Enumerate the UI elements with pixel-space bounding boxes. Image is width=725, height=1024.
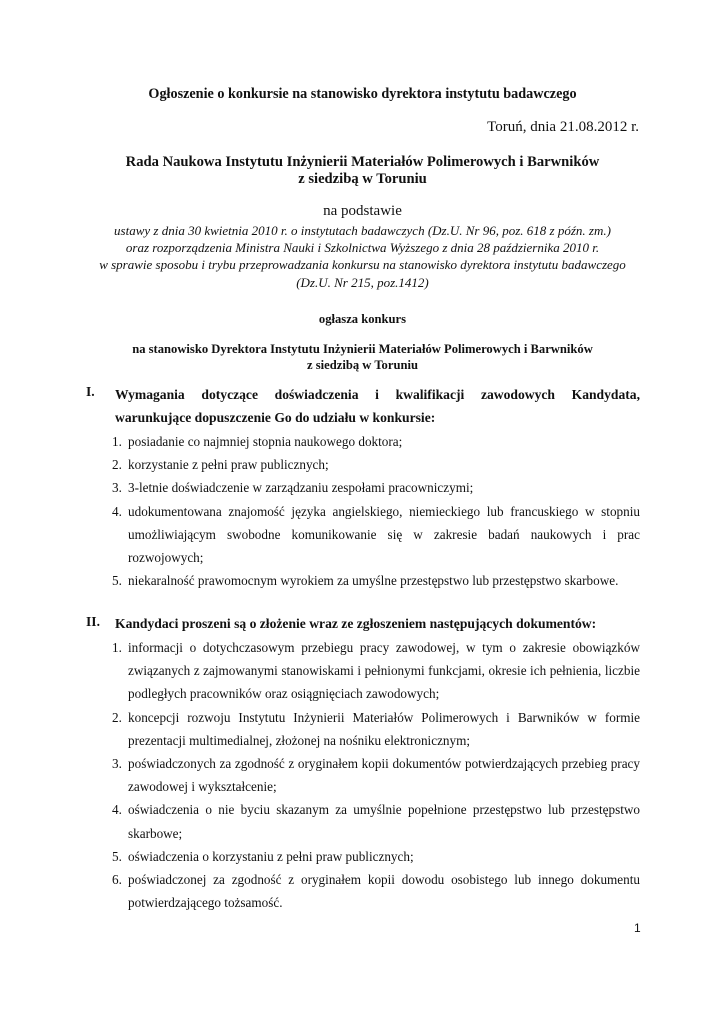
list-item: 1. informacji o dotychczasowym przebiegu pracy zawodowej, w tym o zakresie obowiązków związanych z zajmowanymi stanowiskami i pełnionymi funkcjami, okresie ich pełnienia, liczbie podległych pracowników oraz osiągnięciach zawodowych; [112, 640, 640, 702]
section-2-number: II. [86, 614, 100, 629]
legal-basis-line: ustawy z dnia 30 kwietnia 2010 r. o instytutach badawczych (Dz.U. Nr 96, poz. 618 z późn. zm.) [114, 223, 611, 238]
list-item: 4. udokumentowana znajomość języka angielskiego, niemieckiego lub francuskiego w stopniu umożliwiającym swobodne komunikowanie się w zakresie badań naukowych i prac rozwojowych; [112, 503, 640, 566]
list-item: 2. korzystanie z pełni praw publicznych; [112, 457, 329, 473]
document-title: Ogłoszenie o konkursie na stanowisko dyrektora instytutu badawczego [148, 86, 577, 102]
council-line-1: Rada Naukowa Instytutu Inżynierii Materiałów Polimerowych i Barwników [125, 154, 600, 170]
council-heading [0, 154, 725, 188]
legal-basis-line: oraz rozporządzenia Ministra Nauki i Szkolnictwa Wyższego z dnia 28 października 2010 r. [125, 240, 600, 256]
list-item: 5. oświadczenia o korzystaniu z pełni praw publicznych; [112, 848, 414, 864]
list-item: 3. poświadczonych za zgodność z oryginałem kopii dokumentów potwierdzających przebieg pracy zawodowej i wykształcenie; [112, 756, 640, 795]
section-1-heading: Wymagania dotyczące doświadczenia i kwalifikacji zawodowych Kandydata, warunkujące dopuszczenie Go do udziału w konkursie: [115, 387, 640, 425]
list-item: 1. posiadanie co najmniej stopnia naukowego doktora; [112, 434, 403, 449]
legal-basis-text [0, 222, 725, 291]
list-item: 2. koncepcji rozwoju Instytutu Inżynierii Materiałów Polimerowych i Barwników w formie prezentacji multimedialnej, złożonej na nośniku elektronicznym; [112, 709, 640, 748]
council-line-2: z siedzibą w Toruniu [298, 171, 427, 187]
list-item: 3. 3-letnie doświadczenie w zarządzaniu zespołami pracowniczymi; [112, 480, 474, 496]
section-2-heading: Kandydaci proszeni są o złożenie wraz ze zgłoszeniem następujących dokumentów: [115, 616, 597, 631]
position-line-1: na stanowisko Dyrektora Instytutu Inżynierii Materiałów Polimerowych i Barwników [132, 342, 593, 356]
position-line-2: z siedzibą w Toruniu [307, 357, 418, 372]
section-2-list [112, 636, 640, 914]
legal-basis-heading: na podstawie [323, 203, 402, 219]
list-item: 5. niekaralność prawomocnym wyrokiem za umyślne przestępstwo lub przestępstwo skarbowe. [112, 573, 619, 589]
page-number: 1 [634, 921, 641, 935]
place-and-date: Toruń, dnia 21.08.2012 r. [487, 119, 639, 135]
announcement-heading: ogłasza konkurs [318, 312, 407, 326]
list-item: 6. poświadczonej za zgodność z oryginałem kopii dowodu osobistego lub innego dokumentu potwierdzającego tożsamość. [112, 872, 640, 911]
section-1-list [112, 430, 640, 592]
list-item: 4. oświadczenia o nie byciu skazanym za umyślnie popełnione przestępstwo lub przestępstwo skarbowe; [112, 802, 640, 841]
legal-basis-line: w sprawie sposobu i trybu przeprowadzania konkursu na stanowisko dyrektora instytutu badawczego [99, 257, 626, 273]
section-1-number: I. [86, 384, 95, 399]
position-heading [0, 342, 725, 373]
legal-basis-line: (Dz.U. Nr 215, poz.1412) [296, 274, 429, 290]
